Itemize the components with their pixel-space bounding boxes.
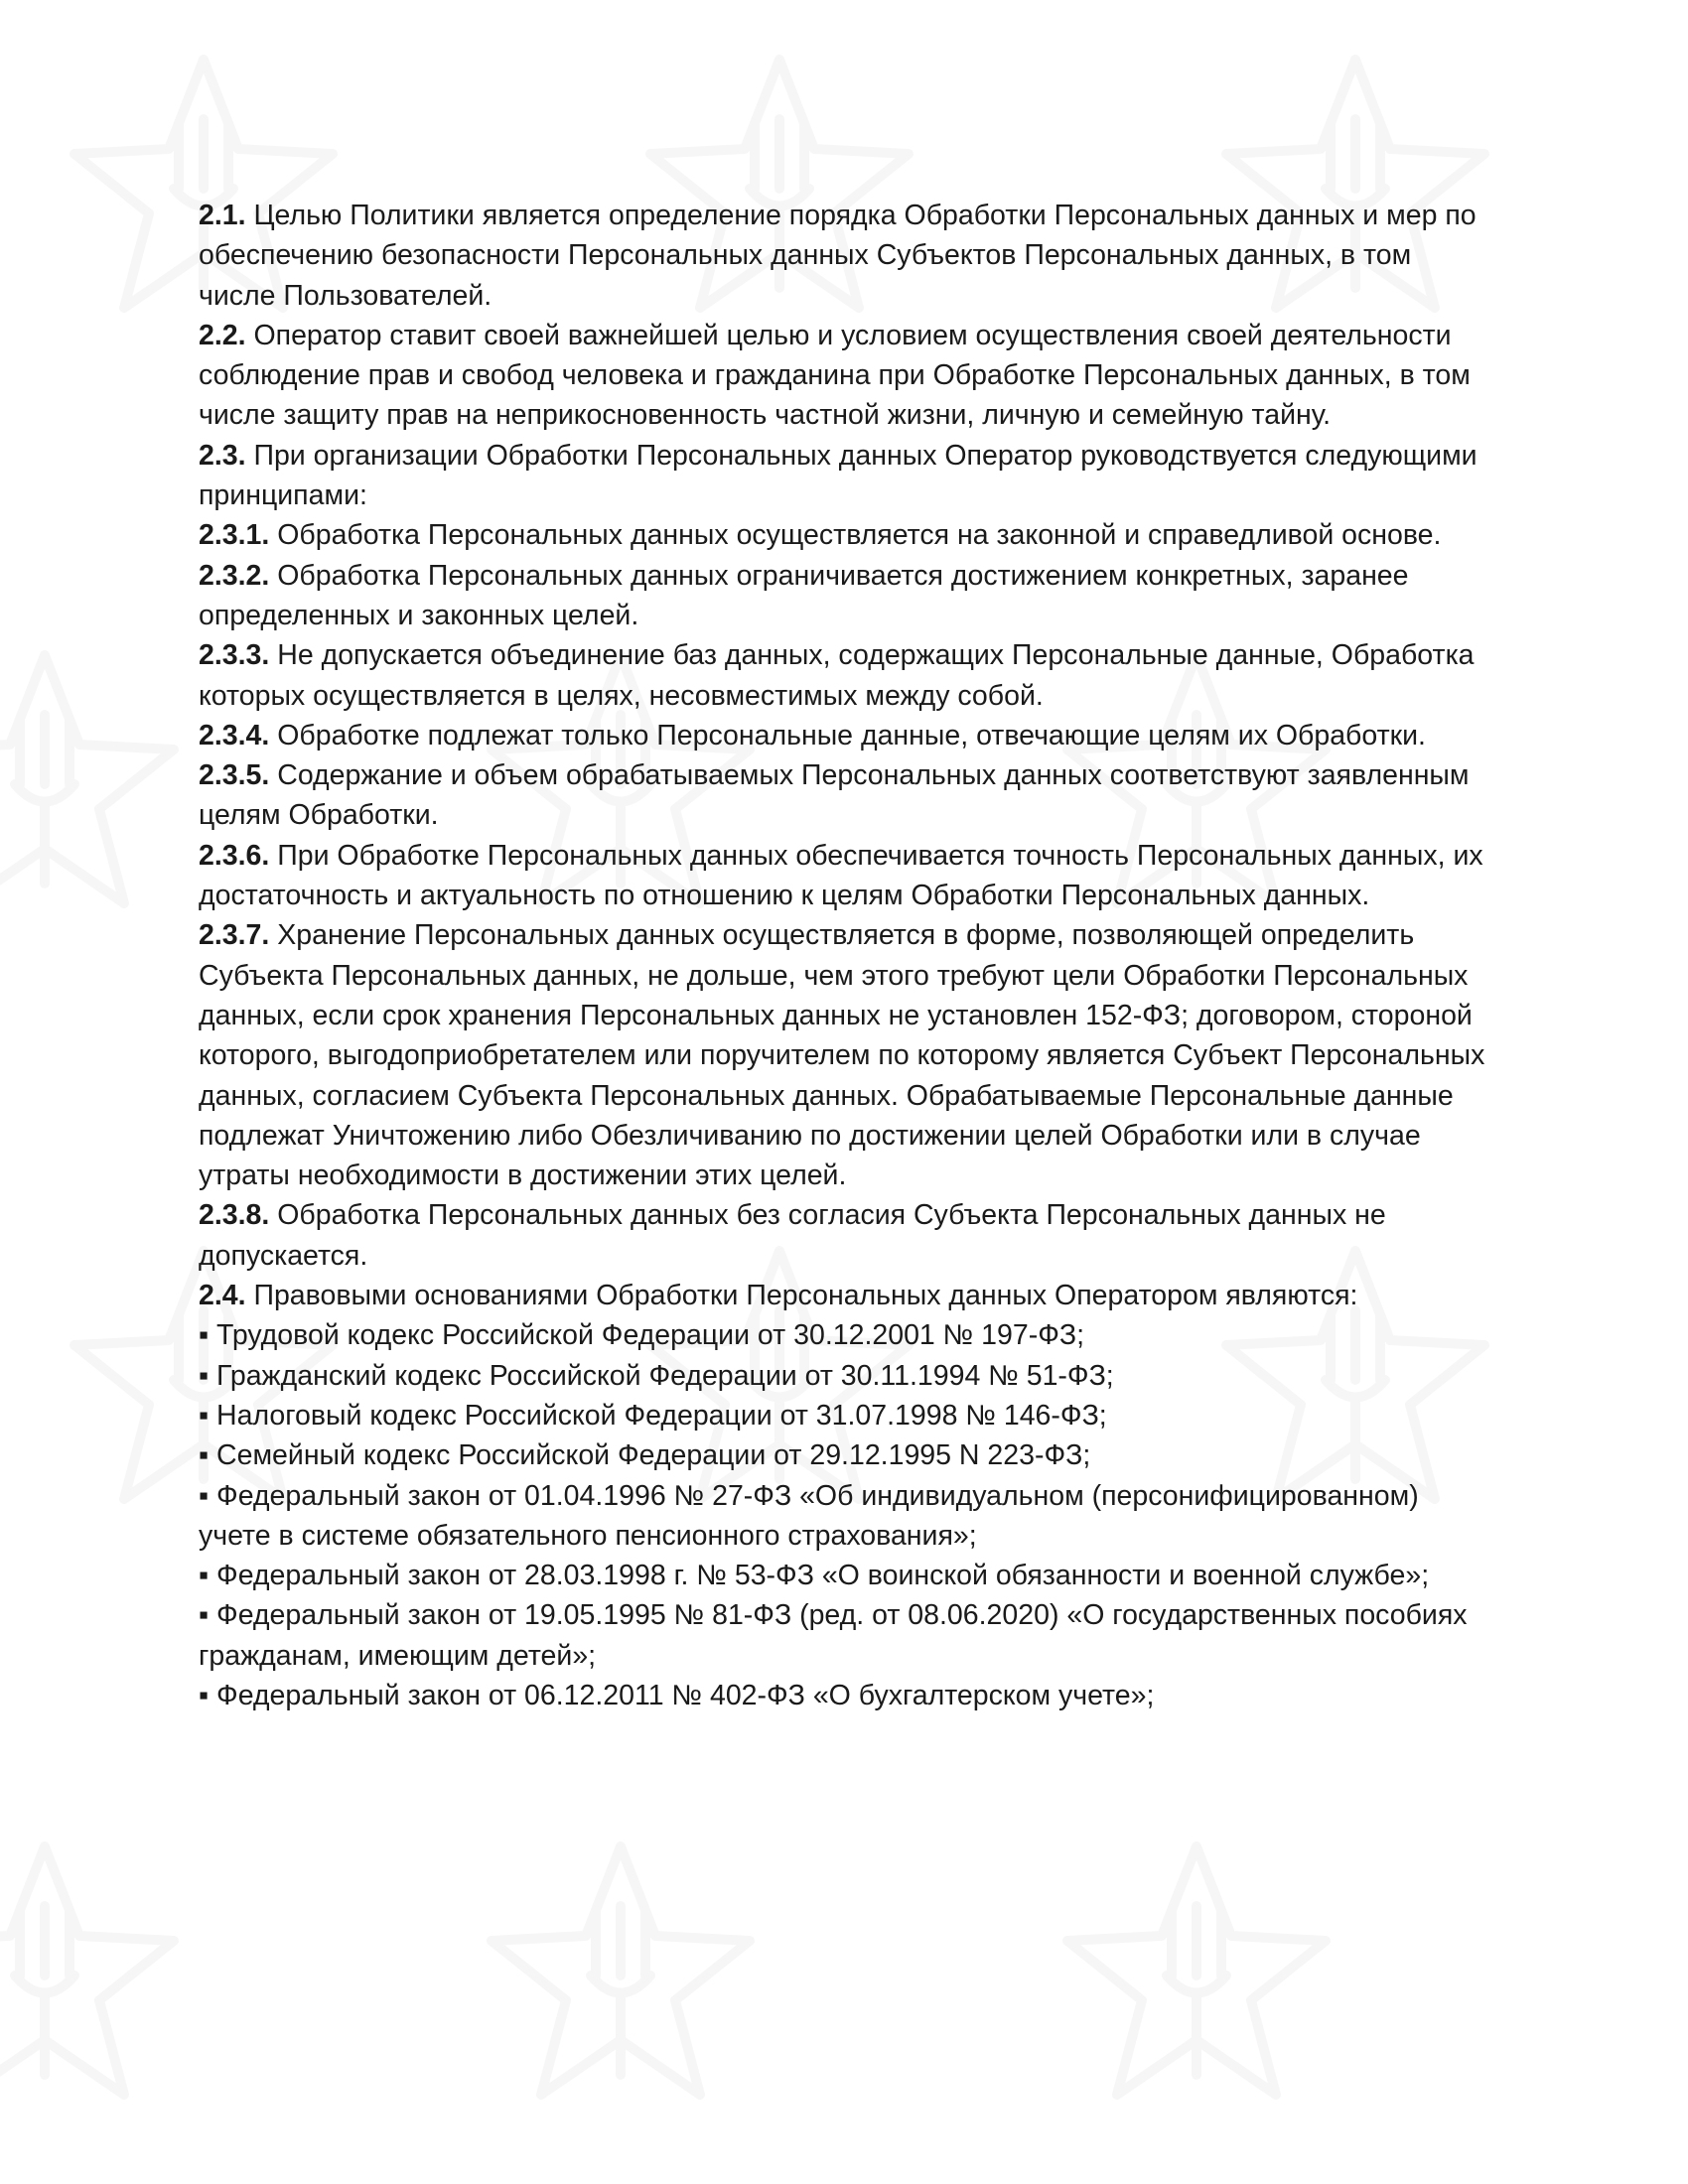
clause-text: При Обработке Персональных данных обеспечивается точность Персональных данных, их достаточность и актуальность по отношению к целям Обработки Персональных данных. (199, 839, 1483, 912)
clause-number: 2.3. (199, 439, 246, 472)
legal-basis-item: ▪ Федеральный закон от 28.03.1998 г. № 53-ФЗ «О воинской обязанности и военной службе»; (199, 1560, 1430, 1592)
policy-paragraph (199, 196, 1489, 316)
clause-number: 2.3.4. (199, 719, 270, 751)
legal-basis-item: ▪ Налоговый кодекс Российской Федерации от 31.07.1998 № 146-ФЗ; (199, 1399, 1107, 1432)
policy-paragraph (199, 515, 1489, 555)
policy-paragraph (199, 716, 1489, 755)
clause-number: 2.3.5. (199, 759, 270, 792)
watermark-tile (1033, 1827, 1360, 2124)
legal-basis-item: ▪ Федеральный закон от 19.05.1995 № 81-ФЗ (ред. от 08.06.2020) «О государственных пособиях гражданам, имеющим детей»; (199, 1599, 1468, 1672)
clause-text: Обработке подлежат только Персональные данные, отвечающие целям их Обработки. (269, 719, 1426, 751)
policy-paragraph (199, 436, 1489, 516)
clause-number: 2.3.6. (199, 839, 270, 872)
clause-text: Не допускается объединение баз данных, содержащих Персональные данные, Обработка которых осуществляется в целях, несовместимых между собой. (199, 639, 1475, 712)
watermark-tile (0, 1827, 209, 2124)
clause-text: Содержание и объем обрабатываемых Персональных данных соответствуют заявленным целям Обработки. (199, 759, 1470, 832)
clause-number: 2.3.3. (199, 639, 270, 672)
policy-paragraph (199, 1195, 1489, 1276)
clause-number: 2.2. (199, 319, 246, 351)
clause-number: 2.3.8. (199, 1199, 270, 1232)
clause-text: Обработка Персональных данных ограничивается достижением конкретных, заранее определенных и законных целей. (199, 559, 1409, 631)
clause-number: 2.1. (199, 200, 246, 231)
watermark-tile (457, 1827, 784, 2124)
clause-text: Хранение Персональных данных осуществляется в форме, позволяющей определить Субъекта Персональных данных, не дольше, чем этого требуют цели Обработки Персональных данных, если срок хранения Персональных данных не установлен 152-ФЗ; договором, стороной которого, выгодоприобретателем или поручителем по которому является Субъект Персональных данных, согласием Субъекта Персональных данных. Обрабатываемые Персональные данные подлежат Уничтожению либо Обезличиванию по достижении целей Обработки или в случае утраты необходимости в достижении этих целей. (199, 919, 1485, 1192)
legal-basis-item: ▪ Федеральный закон от 01.04.1996 № 27-ФЗ «Об индивидуальном (персонифицированном) учете в системе обязательного пенсионного страхования»; (199, 1479, 1419, 1552)
clause-number: 2.3.2. (199, 559, 270, 592)
clause-text: Правовыми основаниями Обработки Персональных данных Оператором являются: (245, 1280, 1358, 1312)
clause-text: Целью Политики является определение порядка Обработки Персональных данных и мер по обеспечению безопасности Персональных данных Субъектов Персональных данных, в том числе Пользователей. (199, 200, 1477, 312)
policy-paragraph (199, 1276, 1489, 1315)
policy-paragraphs (199, 196, 1489, 1315)
legal-basis-item: ▪ Гражданский кодекс Российской Федерации от 30.11.1994 № 51-ФЗ; (199, 1359, 1114, 1392)
policy-paragraph (199, 316, 1489, 436)
clause-text: Обработка Персональных данных осуществляется на законной и справедливой основе. (269, 519, 1442, 552)
legal-basis-list (199, 1315, 1489, 1715)
policy-paragraph (199, 556, 1489, 636)
policy-paragraph (199, 635, 1489, 716)
clause-text: При организации Обработки Персональных данных Оператор руководствуется следующими принципами: (199, 439, 1477, 512)
policy-paragraph (199, 836, 1489, 916)
policy-paragraph (199, 755, 1489, 836)
document-body (199, 196, 1489, 1715)
clause-number: 2.3.1. (199, 519, 270, 552)
policy-paragraph (199, 915, 1489, 1195)
clause-number: 2.3.7. (199, 919, 270, 952)
legal-basis-item: ▪ Федеральный закон от 06.12.2011 № 402-ФЗ «О бухгалтерском учете»; (199, 1679, 1155, 1711)
clause-number: 2.4. (199, 1280, 246, 1312)
clause-text: Оператор ставит своей важнейшей целью и условием осуществления своей деятельности соблюдение прав и свобод человека и гражданина при Обработке Персональных данных, в том числе защиту прав на неприкосновенность частной жизни, личную и семейную тайну. (199, 319, 1471, 432)
clause-text: Обработка Персональных данных без согласия Субъекта Персональных данных не допускается. (199, 1199, 1386, 1272)
legal-basis-item: ▪ Семейный кодекс Российской Федерации от 29.12.1995 N 223-ФЗ; (199, 1439, 1091, 1472)
legal-basis-item: ▪ Трудовой кодекс Российской Федерации от 30.12.2001 № 197-ФЗ; (199, 1319, 1085, 1352)
watermark-tile (0, 635, 209, 933)
